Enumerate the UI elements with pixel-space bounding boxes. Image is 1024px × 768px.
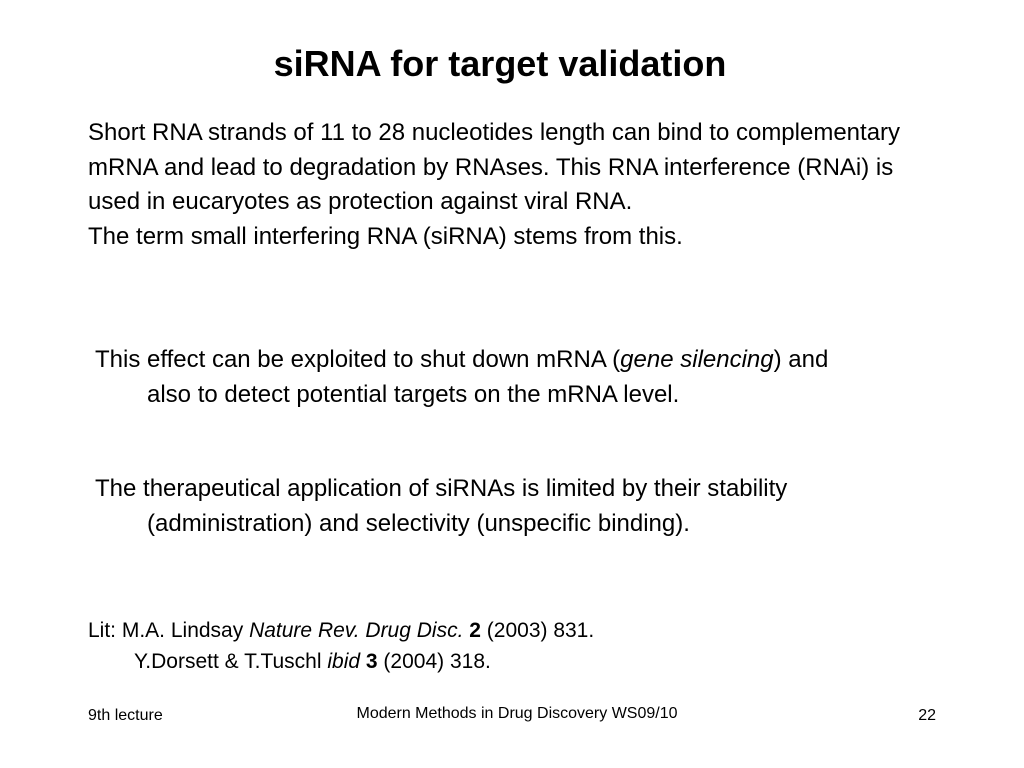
- lit-volume-1: 2: [469, 619, 481, 642]
- intro-text: [88, 116, 928, 254]
- bullet-1-text-after: ) and also to detect potential targets on the mRNA level.: [147, 346, 829, 408]
- lit-journal-2: ibid: [327, 650, 361, 673]
- slide-title: siRNA for target validation: [273, 43, 727, 84]
- lit-prefix: Lit: M.A. Lindsay: [88, 619, 250, 642]
- footer-page-number: 22: [918, 707, 936, 724]
- literature-line-2: [134, 646, 934, 677]
- lit-volume-2: 3: [365, 650, 378, 673]
- literature-line-1: [88, 615, 934, 646]
- lit-authors-2: Y.Dorsett & T.Tuschl: [134, 650, 328, 673]
- bullet-1-text-before: This effect can be exploited to shut down mRNA (: [95, 346, 621, 373]
- lit-rest-2: (2004) 318.: [377, 650, 491, 673]
- intro-paragraph-rnai: Short RNA strands of 11 to 28 nucleotides length can bind to complementary mRNA and lead to degradation by RNAses. This RNA interference (RNAi) is used in eucaryotes as protection against viral RNA.: [88, 119, 901, 215]
- bullet-therapeutic-application: The therapeutical application of siRNAs is limited by their stability (administration) and selectivity (unspecific binding).: [95, 475, 788, 537]
- bullet-1-emphasis: gene silencing: [620, 346, 774, 373]
- intro-paragraph-sirna-term: The term small interfering RNA (siRNA) stems from this.: [88, 222, 683, 250]
- bullet-gene-silencing: [95, 342, 867, 412]
- lit-journal-1: Nature Rev. Drug Disc.: [249, 619, 464, 642]
- literature-references: [88, 615, 934, 677]
- lit-rest-1: (2003) 831.: [480, 619, 595, 642]
- footer-course-title: Modern Methods in Drug Discovery WS09/10: [356, 705, 678, 722]
- footer-lecture-label: 9th lecture: [88, 707, 163, 724]
